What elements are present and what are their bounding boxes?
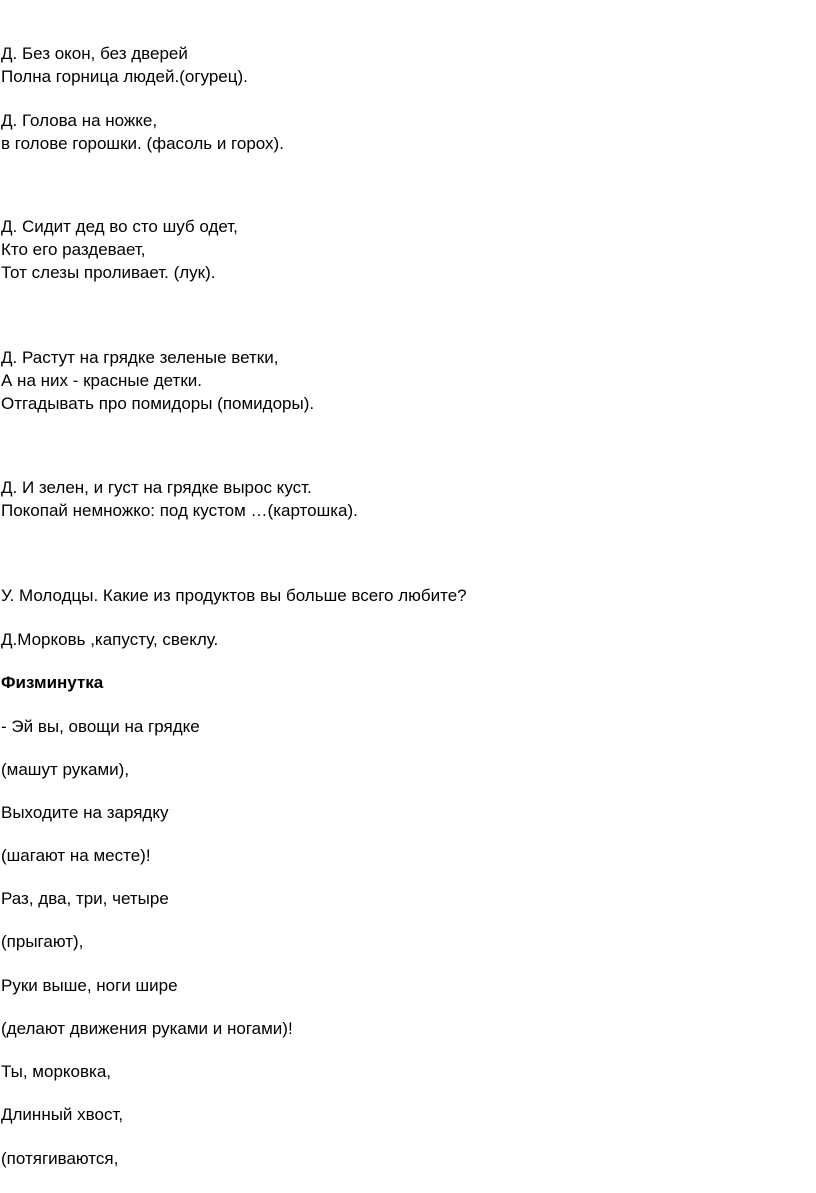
fizminutka-heading: Физминутка [1,673,104,692]
riddle-line: Д. Растут на грядке зеленые ветки, [1,348,279,367]
verse-line: Длинный хвост, [1,1105,124,1124]
riddle-line: А на них - красные детки. [1,371,203,390]
riddle-line: Д. Без окон, без дверей [1,44,188,63]
verse-line: Выходите на зарядку [1,803,169,822]
riddle-line: Д. Голова на ножке, [1,111,158,130]
children-answer: Д.Морковь ,капусту, свеклу. [1,630,219,649]
riddle-line: Покопай немножко: под кустом …(картошка). [1,501,358,520]
verse-line: Ты, морковка, [1,1062,112,1081]
verse-line: (потягиваются, [1,1149,119,1168]
riddle-line: Отгадывать про помидоры (помидоры). [1,394,315,413]
riddle-line: Д. Сидит дед во сто шуб одет, [1,217,238,236]
riddle-line: Кто его раздевает, [1,240,146,259]
verse-line: Раз, два, три, четыре [1,889,169,908]
verse-line: - Эй вы, овощи на грядке [1,717,200,736]
riddle-line: Тот слезы проливает. (лук). [1,263,216,282]
teacher-question: У. Молодцы. Какие из продуктов вы больше всего любите? [1,586,467,605]
verse-line: (прыгают), [1,932,84,951]
riddle-line: Д. И зелен, и густ на грядке вырос куст. [1,478,312,497]
verse-line: (делают движения руками и ногами)! [1,1019,293,1038]
verse-line: Руки выше, ноги шире [1,976,178,995]
verse-line: (шагают на месте)! [1,846,151,865]
riddle-line: Полна горница людей.(огурец). [1,67,248,86]
riddle-line: в голове горошки. (фасоль и горох). [1,134,284,153]
verse-line: (машут руками), [1,760,130,779]
